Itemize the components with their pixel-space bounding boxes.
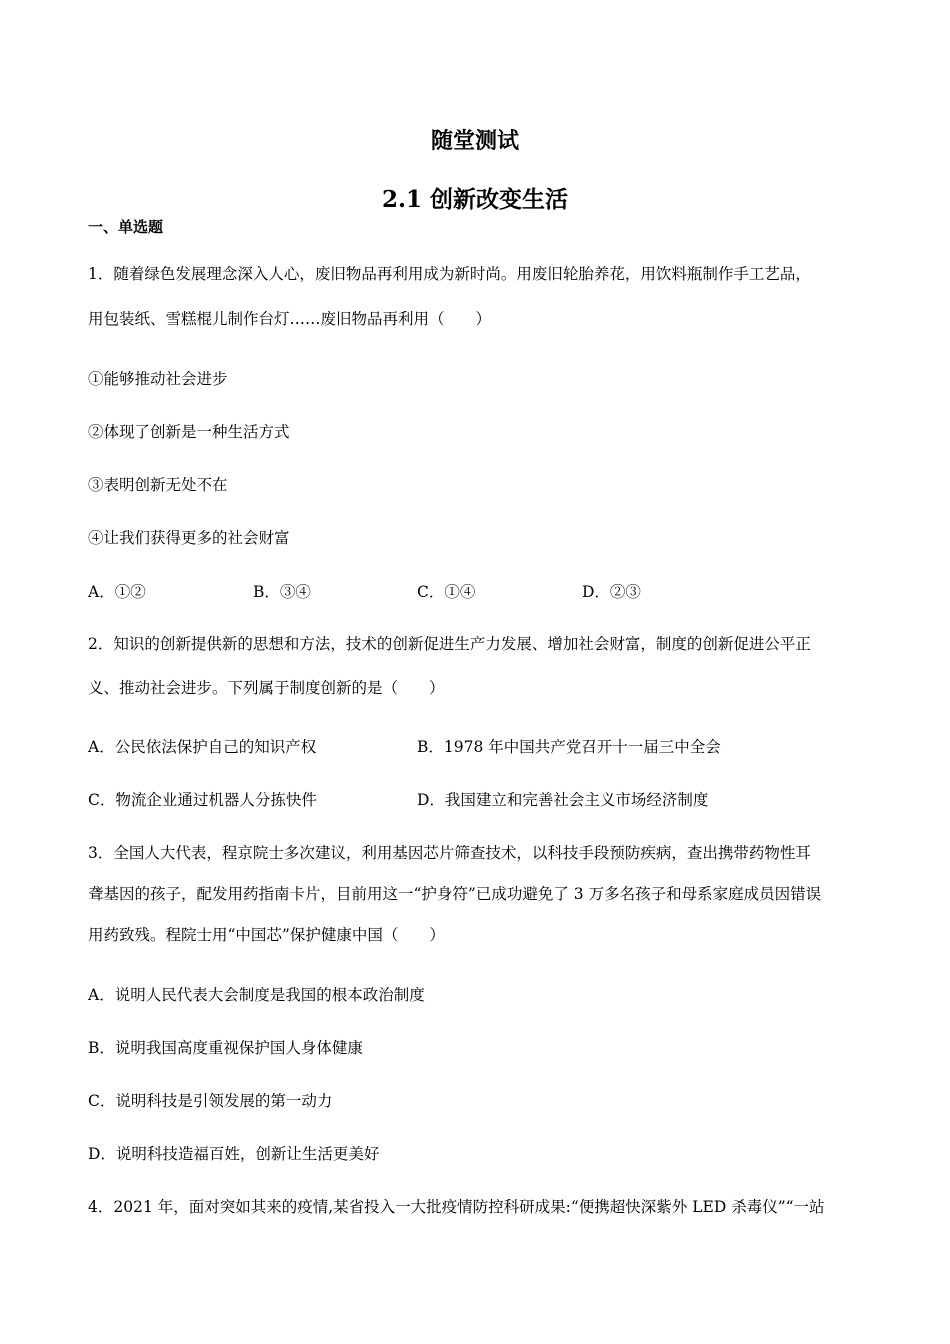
page-title: 随堂测试 [430, 128, 519, 154]
question-2-option-c: C．物流企业通过机器人分拣快件 [88, 791, 317, 809]
question-3-option-b: B．说明我国高度重视保护国人身体健康 [88, 1039, 363, 1057]
question-2-line-2: 义、推动社会进步。下列属于制度创新的是（ ） [88, 679, 445, 697]
question-1-option-c: C．①④ [417, 583, 476, 601]
question-3-option-c: C．说明科技是引领发展的第一动力 [88, 1092, 333, 1110]
question-1-option-d: D．②③ [582, 583, 641, 601]
question-3-option-d: D．说明科技造福百姓，创新让生活更美好 [88, 1145, 380, 1163]
section-heading: 一、单选题 [88, 218, 164, 236]
question-3-line-2: 聋基因的孩子，配发用药指南卡片，目前用这一“护身符”已成功避免了 3 万多名孩子和母系家庭成员因错误 [88, 885, 822, 903]
question-1-statement-2: ②体现了创新是一种生活方式 [88, 423, 290, 441]
question-3-line-1: 3．全国人大代表，程京院士多次建议，利用基因芯片筛查技术，以科技手段预防疾病，查出携带药物性耳 [88, 844, 811, 862]
question-3-option-a: A．说明人民代表大会制度是我国的根本政治制度 [88, 986, 425, 1004]
question-2-option-b: B．1978 年中国共产党召开十一届三中全会 [417, 738, 721, 756]
question-1-statement-4: ④让我们获得更多的社会财富 [88, 529, 290, 547]
question-1-option-b: B．③④ [253, 583, 311, 601]
question-1-option-a: A．①② [88, 583, 146, 601]
question-1-line-1: 1．随着绿色发展理念深入人心，废旧物品再利用成为新时尚。用废旧轮胎养花，用饮料瓶制作手工艺品， [88, 265, 811, 283]
page-subtitle: 2.1 创新改变生活 [381, 186, 569, 213]
question-2-option-d: D．我国建立和完善社会主义市场经济制度 [417, 791, 709, 809]
question-2-line-1: 2．知识的创新提供新的思想和方法，技术的创新促进生产力发展、增加社会财富，制度的创新促进公平正 [88, 635, 811, 653]
question-1-line-2: 用包装纸、雪糕棍儿制作台灯……废旧物品再利用（ ） [88, 310, 492, 328]
question-3-line-3: 用药致残。程院士用“中国芯”保护健康中国（ ） [88, 926, 445, 944]
question-1-statement-3: ③表明创新无处不在 [88, 476, 228, 494]
question-1-statement-1: ①能够推动社会进步 [88, 370, 228, 388]
question-4-line-1: 4．2021 年，面对突如其来的疫情,某省投入一大批疫情防控科研成果:“便携超快深紫外 LED 杀毒仪”“一站 [88, 1198, 825, 1216]
question-2-option-a: A．公民依法保护自己的知识产权 [88, 738, 317, 756]
